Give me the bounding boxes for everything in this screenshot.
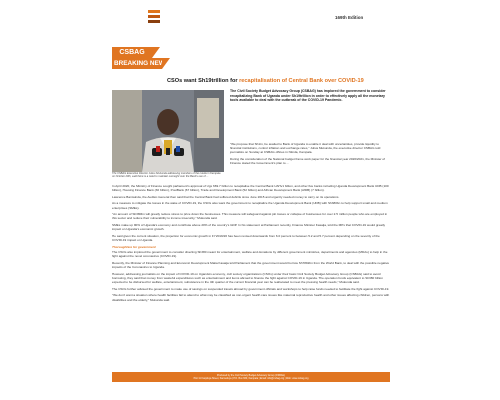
intro-paragraph: The Civil Society Budget Advocacy Group (CSBAG) has implored the government to consider recapitalizing Bank of Uganda under Sh19trillion in order to effectively apply all the monetary tools available to deal with the outbreak of the COVID-19 Pandemic.: [230, 89, 386, 103]
body-paragraph: The CSOs also implored the government to consider diverting Sh380 meant for entertainment, welfare and donations by different government ministries, departments and agencies (MDAs) to help in the fight against the novel coronavirus (COVID-19).: [112, 250, 388, 259]
edition-label: 169th Edition: [335, 15, 364, 20]
body-paragraph: The CSOs further advised the government to make use of savings on suspended travels abroad by government officials and workshops to help raise funds needed to facilitate the fight against COVID-19.: [112, 286, 390, 291]
footer-line-2: Plot 11 Kanjokya Street, Kamwokya | P.O. Box 660, Kampala | Email: info@csbag.org | Web: www.csbag.org: [193, 376, 309, 380]
footer-bar: [112, 372, 390, 382]
body-paragraph: SMEs make up 90% of Uganda's economy and contribute above 20% of the country's GDP. In his statement at Parliament recently, Finance Minister Kasaija, told the MPs that COVID-19 would greatly impact on Uganda's economic growth.: [112, 222, 386, 232]
headline-part-a: CSOs want Sh19trillion for: [167, 78, 240, 84]
breaking-news-label: BREAKING NEWS: [114, 60, 170, 67]
body-subheading: Thoroughfare for government: [112, 244, 156, 249]
right-paragraph: During the consideration of the National budget frame work paper for the financial year 2020/2021, the Minister of Finance stated the Government's plan to ...: [230, 156, 385, 165]
photo-caption: The CSBAG Executive Director Julius Mukunda addressing members of the media in Kampala on October 20th, said there is a need to maintain oversight over the Bank's use of ...: [112, 172, 221, 179]
body-paragraph: "We don't want a situation where health facilities fail to attend to what may be classified as non-urgent health care issues like maternal reproductive health and other issues affecting children, persons with disabilities and the elderly," Mukunda said.: [112, 293, 390, 302]
speaker-photo: [112, 90, 224, 172]
headline-part-b: recapitalisation of Central Bank over COVID-19: [239, 78, 364, 84]
speaker-photo-illustration: [112, 90, 224, 172]
body-paragraph: Recently, the Minister of Finance Planning and Economic Development Matia Kasaija told Parliament that the government would borrow Sh7892bn from the World Bank, to deal with the possible negative impacts of the Coronavirus to Uganda.: [112, 260, 390, 270]
body-paragraph: "An amount of Sh380bn will greatly reduce stress to price down the businesses. This measure will safeguard against job losses or collapse of businesses for over 2.5 million people who are employed in this sector and reduce their vulnerability to income insecurity," Mukunda said.: [112, 212, 388, 221]
footer-line-1: Produced by the Civil Society Budget Advocacy Group (CSBAG): [216, 373, 286, 377]
brand-tab-corner: [152, 47, 160, 58]
right-column: [230, 142, 390, 167]
body-paragraph: In April 2020, the Ministry of Finance sought parliament's approval of Ugx 669.7 billion to recapitalise the Central Bank UAHv1 billion, and other five banks including Uganda Development Bank UDB (100 billion), Housing Finance Bank (30 billion), PostBank (67 billion), Trade and Development Bank (52 billion) and African Development Bank (AfDB) (7 billion).: [112, 184, 389, 193]
body-paragraph: As a measure to mitigate the losses in the wake of COVID-19, the CSOs also want the government to recapitalize the Uganda Development Bank (UDB) with Sh380bn to help support small and medium enterprises (SMEs).: [112, 201, 388, 210]
body-paragraph: Lawrence Bamwinda, the Auditor-General then said that the Central Bank had suffered deficits since June 2015 and urgently needed money to carry on its operations.: [112, 194, 340, 199]
headline: [167, 78, 364, 84]
csbag-logo-icon: [148, 10, 160, 24]
breaking-tab-corner: [162, 58, 170, 69]
body-paragraph: He said given the current situation, the projection for economic growth in FY2019/20 has been revised downwards from 6.0 percent to between 5.2 and 5.7 percent depending on the severity of the COVID-19 impact on Uganda.: [112, 233, 380, 242]
right-paragraph: "We propose that Sh1tn, be availed to Bank of Uganda to enable it deal with uncertainties, provide liquidity to financial institutions, control inflation and exchange rates," Julius Mukunda, the executive director CSBAG told journalists on Sunday at CSBAG offices in Ntinda, Kampala.: [230, 142, 381, 155]
body-paragraph: However, addressing journalists on the impact of COVID-19 on Uganda's economy, civil society organizations (CSOs) under their basic Civil Society Budget Advocacy Group (CSBAG) said to avoid borrowing, they said that money from wasteful expenditures such as entertainment and items abroad to finance the fight against COVID-19 in Uganda. The operation funds equivalent to Sh380 billion expected to be disbursed for welfare, entertainment, subsistence in the 4th quarter of the current financial year can be reallocated to meet the pressing health needs," Mukunda said.: [112, 271, 383, 285]
article-body: [112, 184, 390, 304]
brand-label: CSBAG: [112, 47, 152, 58]
